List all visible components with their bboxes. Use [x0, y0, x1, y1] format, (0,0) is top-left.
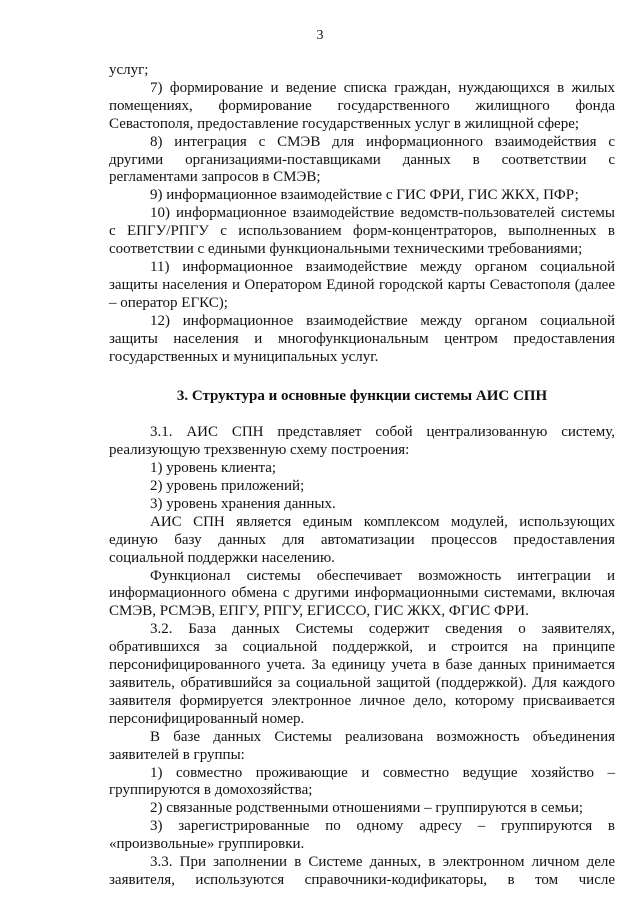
- list-item: 7) формирование и ведение списка граждан, нуждающихся в жилых помещениях, формирование государственного жилищного фонда Севастополя, предоставление государственных услуг в жилищной сфере;: [109, 79, 615, 132]
- list-item: 8) интеграция с СМЭВ для информационного взаимодействия с другими организациями-поставщиками данных в соответствии с регламентами запросов в СМЭВ;: [109, 133, 615, 186]
- paragraph: В базе данных Системы реализована возможность объединения заявителей в группы:: [109, 728, 615, 763]
- paragraph: 3.3. При заполнении в Системе данных, в электронном личном деле заявителя, используются справочники-кодификаторы, в том числе: [109, 854, 615, 888]
- section-heading: 3. Структура и основные функции системы АИС СПН: [176, 388, 548, 405]
- list-item: 3) зарегистрированные по одному адресу – группируются в «произвольные» группировки.: [109, 818, 615, 853]
- paragraph: услуг;: [109, 62, 149, 78]
- list-item: 9) информационное взаимодействие с ГИС ФРИ, ГИС ЖКХ, ПФР;: [150, 187, 579, 204]
- list-item: 3) уровень хранения данных.: [150, 495, 336, 512]
- list-item: 10) информационное взаимодействие ведомств-пользователей системы с ЕПГУ/РПГУ с использованием форм-концентраторов, выполненных в соответствии с едиными функциональными техническими требованиями;: [109, 205, 615, 258]
- list-item: 2) уровень приложений;: [150, 478, 305, 495]
- list-item: 1) совместно проживающие и совместно ведущие хозяйство – группируются в домохозяйства;: [109, 764, 615, 799]
- document-body: [109, 62, 615, 890]
- paragraph: 3.2. База данных Системы содержит сведения о заявителях, обратившихся за социальной поддержкой, и строится на принципе персонифицированного учета. За единицу учета в базе данных принимается заявитель, обратившийся за социальной защитой (поддержкой). Для каждого заявителя формируется электронное личное дело, которому присваивается персонифицированный номер.: [109, 621, 615, 727]
- page-number: 3: [316, 28, 324, 43]
- list-item: 12) информационное взаимодействие между органом социальной защиты населения и многофункциональным центром предоставления государственных и муниципальных услуг.: [109, 312, 615, 365]
- paragraph: 3.1. АИС СПН представляет собой централизованную систему, реализующую трехзвенную схему построения:: [109, 424, 615, 459]
- paragraph: АИС СПН является единым комплексом модулей, использующих единую базу данных для автоматизации процессов предоставления социальной поддержки населению.: [109, 513, 615, 566]
- paragraph: Функционал системы обеспечивает возможность интеграции и информационного обмена с другими информационными системами, включая СМЭВ, РСМЭВ, ЕПГУ, РПГУ, ЕГИССО, ГИС ЖКХ, ФГИС ФРИ.: [109, 567, 615, 620]
- list-item: 1) уровень клиента;: [150, 460, 277, 477]
- list-item: 11) информационное взаимодействие между органом социальной защиты населения и Оператором Единой городской карты Севастополя (далее – оператор ЕГКС);: [109, 258, 615, 311]
- list-item: 2) связанные родственными отношениями – группируются в семьи;: [150, 800, 584, 817]
